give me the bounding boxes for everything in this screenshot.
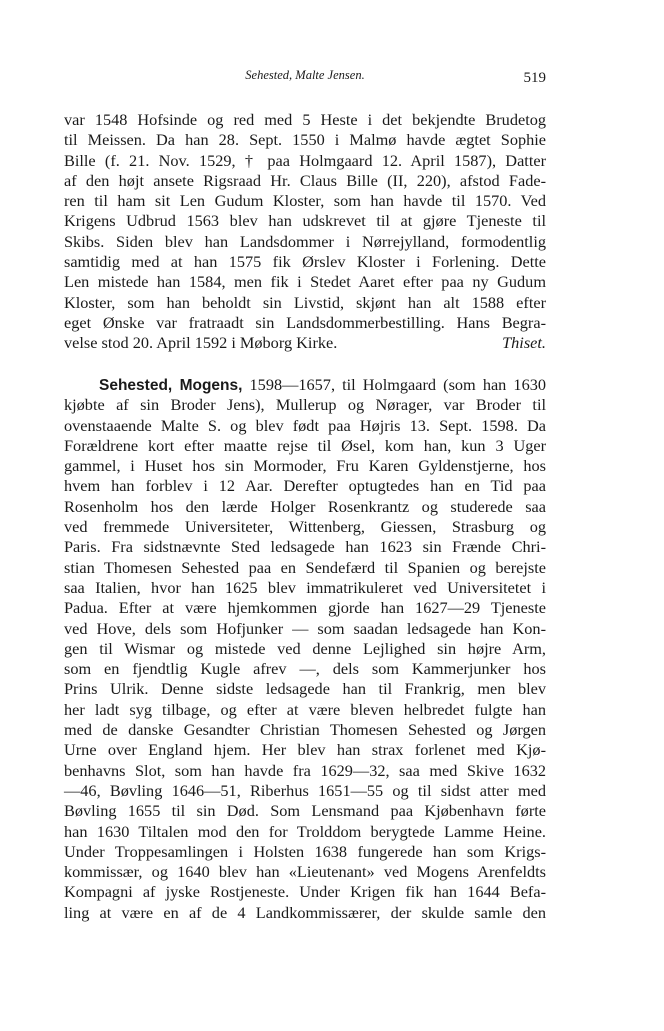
text-line: gen til Wismar og mistede ved denne Lejlighed sin højre Arm,	[64, 638, 546, 658]
text-line: ved fremmede Universiteter, Wittenberg, Giessen, Strasburg og	[64, 517, 546, 537]
text-line: Bøvling 1655 til sin Død. Som Lensmand paa Kjøbenhavn førte	[64, 801, 546, 821]
text-line: gammel, i Huset hos sin Mormoder, Fru Karen Gyldenstjerne, hos	[64, 456, 546, 476]
running-head-title: Sehested, Malte Jensen.	[245, 68, 365, 82]
text-line: benhavns Slot, som han havde fra 1629—32, saa med Skive 1632	[64, 760, 546, 780]
text-line	[64, 375, 546, 395]
text-line: Krigens Udbrud 1563 blev han udskrevet til at gjøre Tjeneste til	[64, 211, 546, 231]
text-line: Under Troppesamlingen i Holsten 1638 fungerede han som Krigs-	[64, 841, 546, 861]
text-line: Len mistede han 1584, men fik i Stedet Aaret efter paa ny Gudum	[64, 272, 546, 292]
running-head	[64, 68, 546, 90]
entry-heading: Sehested, Mogens,	[99, 377, 243, 394]
text-line: han 1630 Tiltalen mod den for Trolddom berygtede Lamme Heine.	[64, 821, 546, 841]
text-line: ling at være en af de 4 Landkommissærer, der skulde samle den	[64, 902, 546, 922]
text-line: Bille (f. 21. Nov. 1529, † paa Holmgaard 12. April 1587), Datter	[64, 150, 546, 170]
text-line: her ladt syg tilbage, og efter at være bleven helbredet fulgte han	[64, 699, 546, 719]
text-line: saa Italien, hvor han 1625 blev immatrikuleret ved Universitetet i	[64, 577, 546, 597]
text-line: ovenstaaende Malte S. og blev født paa Højris 13. Sept. 1598. Da	[64, 415, 546, 435]
entry-heading-rest: 1598—1657, til Holmgaard (som han 1630	[242, 375, 546, 394]
text-line: samtidig med at han 1575 fik Ørslev Kloster i Forlening. Dette	[64, 252, 546, 272]
text-line: med de danske Gesandter Christian Thomesen Sehested og Jørgen	[64, 720, 546, 740]
text-line: Rosenholm hos den lærde Holger Rosenkrantz og studerede saa	[64, 496, 546, 516]
text-line: Skibs. Siden blev han Landsdommer i Nørrejylland, formodentlig	[64, 231, 546, 251]
text-line: til Meissen. Da han 28. Sept. 1550 i Malmø havde ægtet Sophie	[64, 130, 546, 150]
text-line: Padua. Efter at være hjemkommen gjorde han 1627—29 Tjeneste	[64, 598, 546, 618]
text-line: kommissær, og 1640 blev han «Lieutenant» ved Mogens Arenfeldts	[64, 862, 546, 882]
text-line: Kompagni af jyske Rostjeneste. Under Krigen fik han 1644 Befa-	[64, 882, 546, 902]
text-line: hvem han forblev i 12 Aar. Derefter optugtedes han en Tid paa	[64, 476, 546, 496]
text-line: Paris. Fra sidstnævnte Sted ledsagede han 1623 sin Frænde Chri-	[64, 537, 546, 557]
text-line: eget Ønske var fratraadt sin Landsdommerbestilling. Hans Begra-	[64, 312, 546, 332]
last-line-text: velse stod 20. April 1592 i Møborg Kirke.	[64, 333, 338, 353]
text-line: Forældrene kort efter maatte rejse til Øsel, kom han, kun 3 Uger	[64, 435, 546, 455]
text-line: af den højt ansete Rigsraad Hr. Claus Bille (II, 220), afstod Fade-	[64, 170, 546, 190]
text-line: var 1548 Hofsinde og red med 5 Heste i det bekjendte Brudetog	[64, 110, 546, 129]
text-line: Urne over England hjem. Her blev han strax forlenet med Kjø-	[64, 740, 546, 760]
text-line	[64, 333, 546, 353]
text-line: ren til ham sit Len Gudum Kloster, som han havde til 1570. Ved	[64, 191, 546, 211]
text-line: Prins Ulrik. Denne sidste ledsagede han til Frankrig, men blev	[64, 679, 546, 699]
text-line: ved Hove, dels som Hofjunker — som saadan ledsagede han Kon-	[64, 618, 546, 638]
paragraph-mogens-sehested	[64, 375, 546, 923]
text-line: stian Thomesen Sehested paa en Sendefærd til Spanien og berejste	[64, 557, 546, 577]
text-line: Kloster, som han beholdt sin Livstid, skjønt han alt 1588 efter	[64, 292, 546, 312]
text-line: kjøbte af sin Broder Jens), Mullerup og Nørager, var Broder til	[64, 395, 546, 415]
paragraph-malte-sehested	[64, 110, 546, 354]
text-line: som en fjendtlig Kugle afrev —, dels som Kammerjunker hos	[64, 659, 546, 679]
text-line: —46, Bøvling 1646—51, Riberhus 1651—55 og til sidst atter med	[64, 780, 546, 800]
page-number: 519	[523, 70, 546, 86]
author-signature: Thiset.	[502, 333, 546, 353]
